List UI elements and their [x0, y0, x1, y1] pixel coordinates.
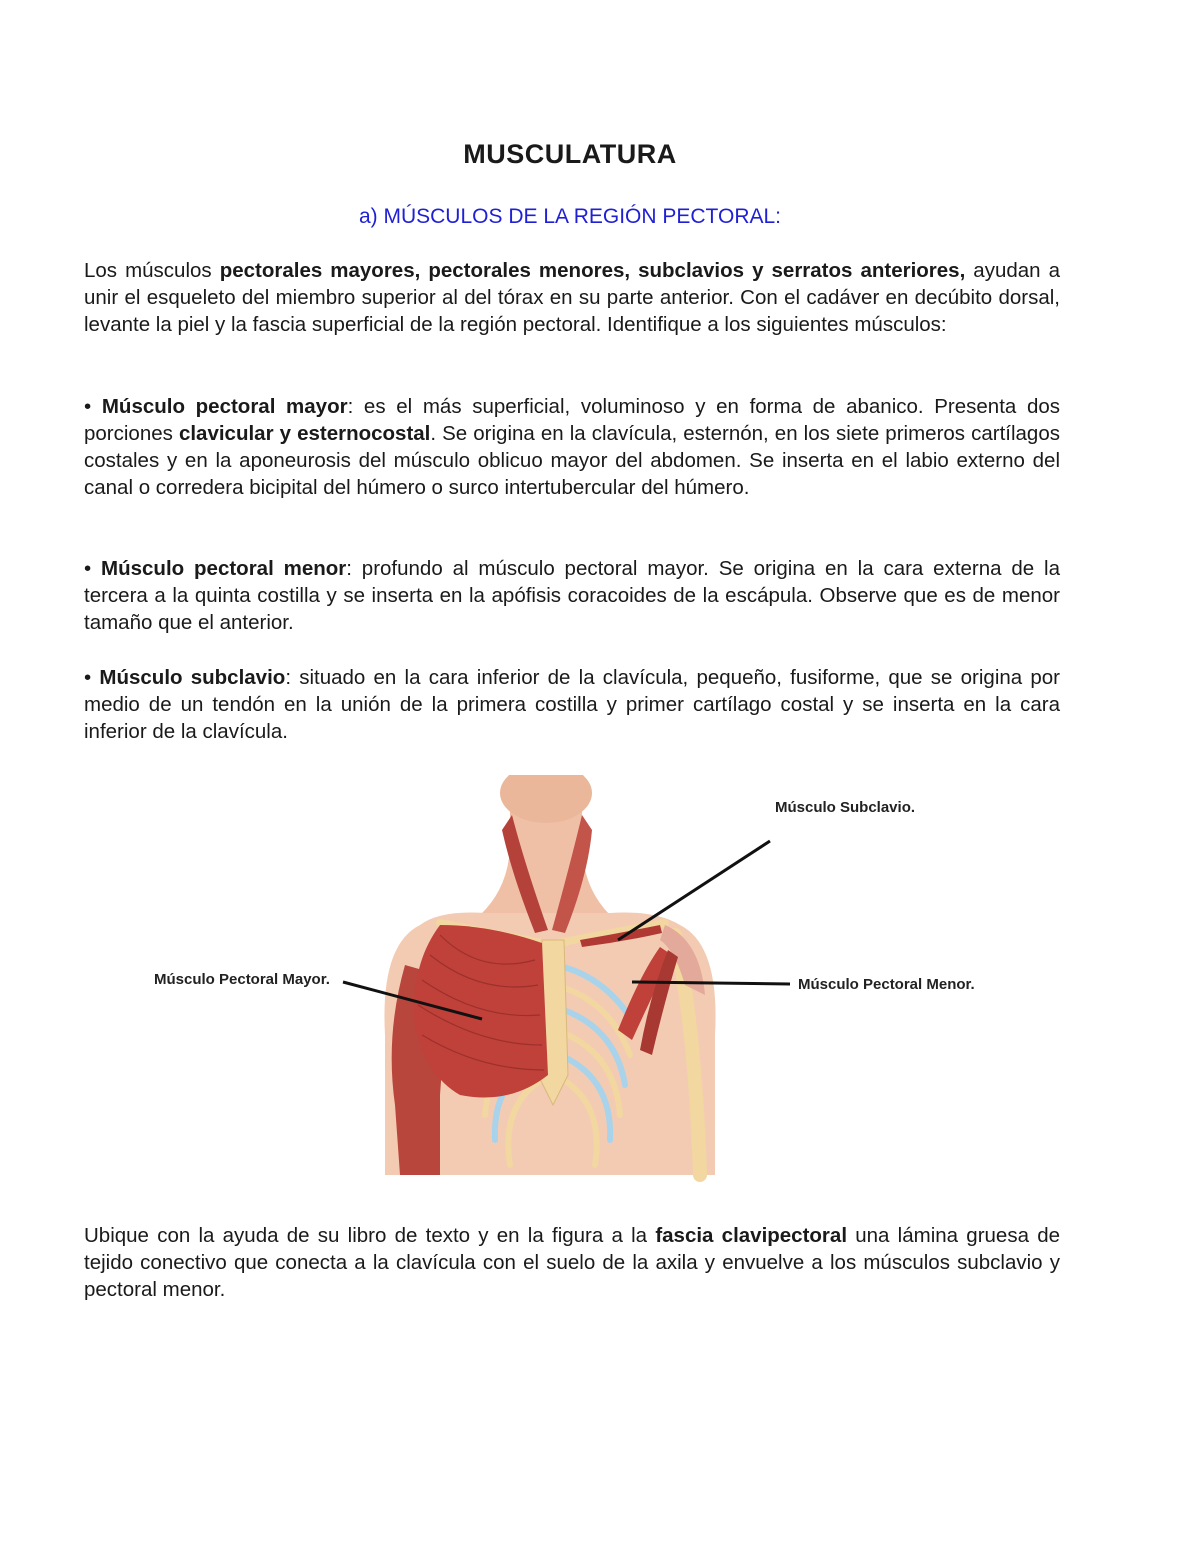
pectoral-menor-paragraph: [84, 555, 1060, 636]
document-title: MUSCULATURA: [463, 139, 677, 169]
pectoral-mayor-text-1: : es el más superficial, voluminoso y en forma de abanico. Presenta dos porciones: [84, 395, 1061, 445]
section-heading: a) MÚSCULOS DE LA REGIÓN PECTORAL:: [358, 205, 782, 228]
bullet: •: [84, 395, 102, 418]
pectoralis-major: [414, 925, 548, 1098]
bullet: •: [84, 666, 100, 689]
subclavio-term: Músculo subclavio: [99, 666, 286, 689]
intro-paragraph: [84, 257, 1060, 338]
label-musculo-pectoral-menor: Músculo Pectoral Menor.: [798, 976, 975, 993]
bullet: •: [84, 557, 102, 580]
pectoral-mayor-text-2: . Se origina en la clavícula, esternón, en los siete primeros cartílagos costales y en la aponeurosis del músculo oblicuo mayor del abdomen. Se inserta en el labio externo del canal o corredera bicipital del húmero o surco intertubercular del húmero.: [84, 422, 1060, 499]
intro-bold-muscles: pectorales mayores, pectorales menores, subclavios y serratos anteriores,: [219, 259, 966, 282]
label-musculo-pectoral-mayor: Músculo Pectoral Mayor.: [154, 971, 330, 988]
fascia-term: fascia clavipectoral: [655, 1224, 848, 1247]
subclavio-text: : situado en la cara inferior de la clavícula, pequeño, fusiforme, que se origina por medio de un tendón en la unión de la primera costilla y primer cartílago costal y se inserta en la cara inferior de la clavícula.: [84, 666, 1061, 743]
pointer-pectoral-menor: [632, 982, 790, 984]
anatomy-figure: [140, 775, 1000, 1185]
intro-text-1: Los músculos: [84, 259, 220, 282]
porciones-term: clavicular y esternocostal: [178, 422, 431, 445]
label-musculo-subclavio: Músculo Subclavio.: [775, 799, 916, 816]
pectoral-menor-term: Músculo pectoral menor: [101, 557, 347, 580]
fascia-text-2: una lámina gruesa de tejido conectivo que conecta a la clavícula con el suelo de la axila y envuelve a los músculos subclavio y pectoral menor.: [84, 1224, 1060, 1301]
fascia-paragraph: [84, 1222, 1060, 1303]
pectoral-menor-text: : profundo al músculo pectoral mayor. Se origina en la cara externa de la tercera a la quinta costilla y se inserta en la apófisis coracoides de la escápula. Observe que es de menor tamaño que el anterior.: [84, 557, 1061, 634]
fascia-text-1: Ubique con la ayuda de su libro de texto y en la figura a la: [84, 1224, 656, 1247]
subclavio-paragraph: [84, 664, 1060, 745]
pointer-subclavio: [618, 841, 770, 940]
intro-text-2: ayudan a unir el esqueleto del miembro superior al del tórax en su parte anterior. Con el cadáver en decúbito dorsal, levante la piel y la fascia superficial de la región pectoral. Identifique a los siguientes músculos:: [84, 259, 1060, 336]
pectoral-mayor-term: Músculo pectoral mayor: [101, 395, 348, 418]
pectoral-mayor-paragraph: [84, 393, 1060, 501]
